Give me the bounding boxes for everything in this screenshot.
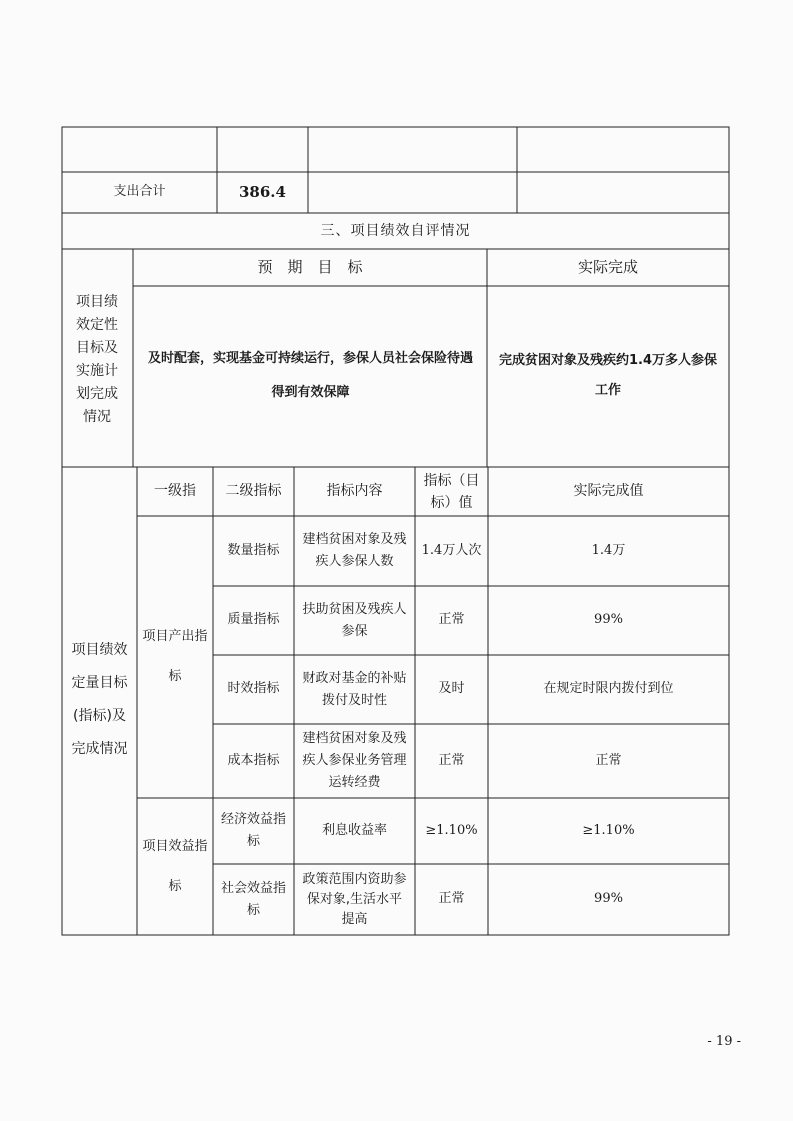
header-level1: 一级指 xyxy=(154,483,196,500)
level2-cell: 成本指标 xyxy=(227,752,280,768)
header-content: 指标内容 xyxy=(326,483,383,500)
header-target: 指标（目标）值 xyxy=(423,472,480,511)
content-cell: 政策范围内资助参保对象,生活水平提高 xyxy=(302,871,407,927)
level2-cell: 社会效益指标 xyxy=(220,880,286,918)
target-cell: ≥1.10% xyxy=(425,822,478,838)
level2-cell: 经济效益指标 xyxy=(220,812,286,849)
actual-cell: ≥1.10% xyxy=(582,822,635,838)
content-cell: 建档贫困对象及残疾人参保业务管理运转经费 xyxy=(302,731,407,790)
quantitative-row-label: 项目绩效定量目标(指标)及完成情况 xyxy=(71,642,128,757)
content-cell: 扶助贫困及残疾人参保 xyxy=(302,601,407,639)
level2-cell: 数量指标 xyxy=(227,542,280,558)
actual-completion-text: 完成贫困对象及残疾约1.4万多人参保工作 xyxy=(498,353,718,398)
level1-benefit: 项目效益指标 xyxy=(142,838,208,894)
content-cell: 建档贫困对象及残疾人参保人数 xyxy=(302,532,407,569)
level1-output: 项目产出指标 xyxy=(142,629,208,684)
expected-goal-header: 预 期 目 标 xyxy=(257,258,363,277)
actual-cell: 在规定时限内拨付到位 xyxy=(543,681,674,697)
actual-cell: 1.4万 xyxy=(591,542,626,558)
total-label: 支出合计 xyxy=(113,184,166,200)
level2-cell: 质量指标 xyxy=(227,612,280,628)
header-actual: 实际完成值 xyxy=(573,483,644,500)
actual-cell: 99% xyxy=(594,612,623,628)
content-cell: 利息收益率 xyxy=(321,822,387,838)
header-level2: 二级指标 xyxy=(225,483,282,500)
total-value: 386.4 xyxy=(239,183,286,202)
level2-cell: 时效指标 xyxy=(227,681,280,697)
qualitative-row-label: 项目绩效定性目标及实施计划完成情况 xyxy=(76,294,118,425)
target-cell: 1.4万人次 xyxy=(421,542,482,558)
page-number: - 19 - xyxy=(707,1034,741,1049)
target-cell: 正常 xyxy=(438,612,465,628)
expected-goal-text: 及时配套，实现基金可持续运行，参保人员社会保险待遇得到有效保障 xyxy=(147,351,473,400)
target-cell: 正常 xyxy=(438,891,465,907)
section-title: 三、项目绩效自评情况 xyxy=(320,222,471,239)
actual-completion-header: 实际完成 xyxy=(577,258,638,277)
actual-cell: 99% xyxy=(594,891,623,907)
actual-cell: 正常 xyxy=(595,752,622,768)
content-cell: 财政对基金的补贴拨付及时性 xyxy=(302,670,407,708)
target-cell: 正常 xyxy=(438,752,465,768)
target-cell: 及时 xyxy=(438,681,465,697)
